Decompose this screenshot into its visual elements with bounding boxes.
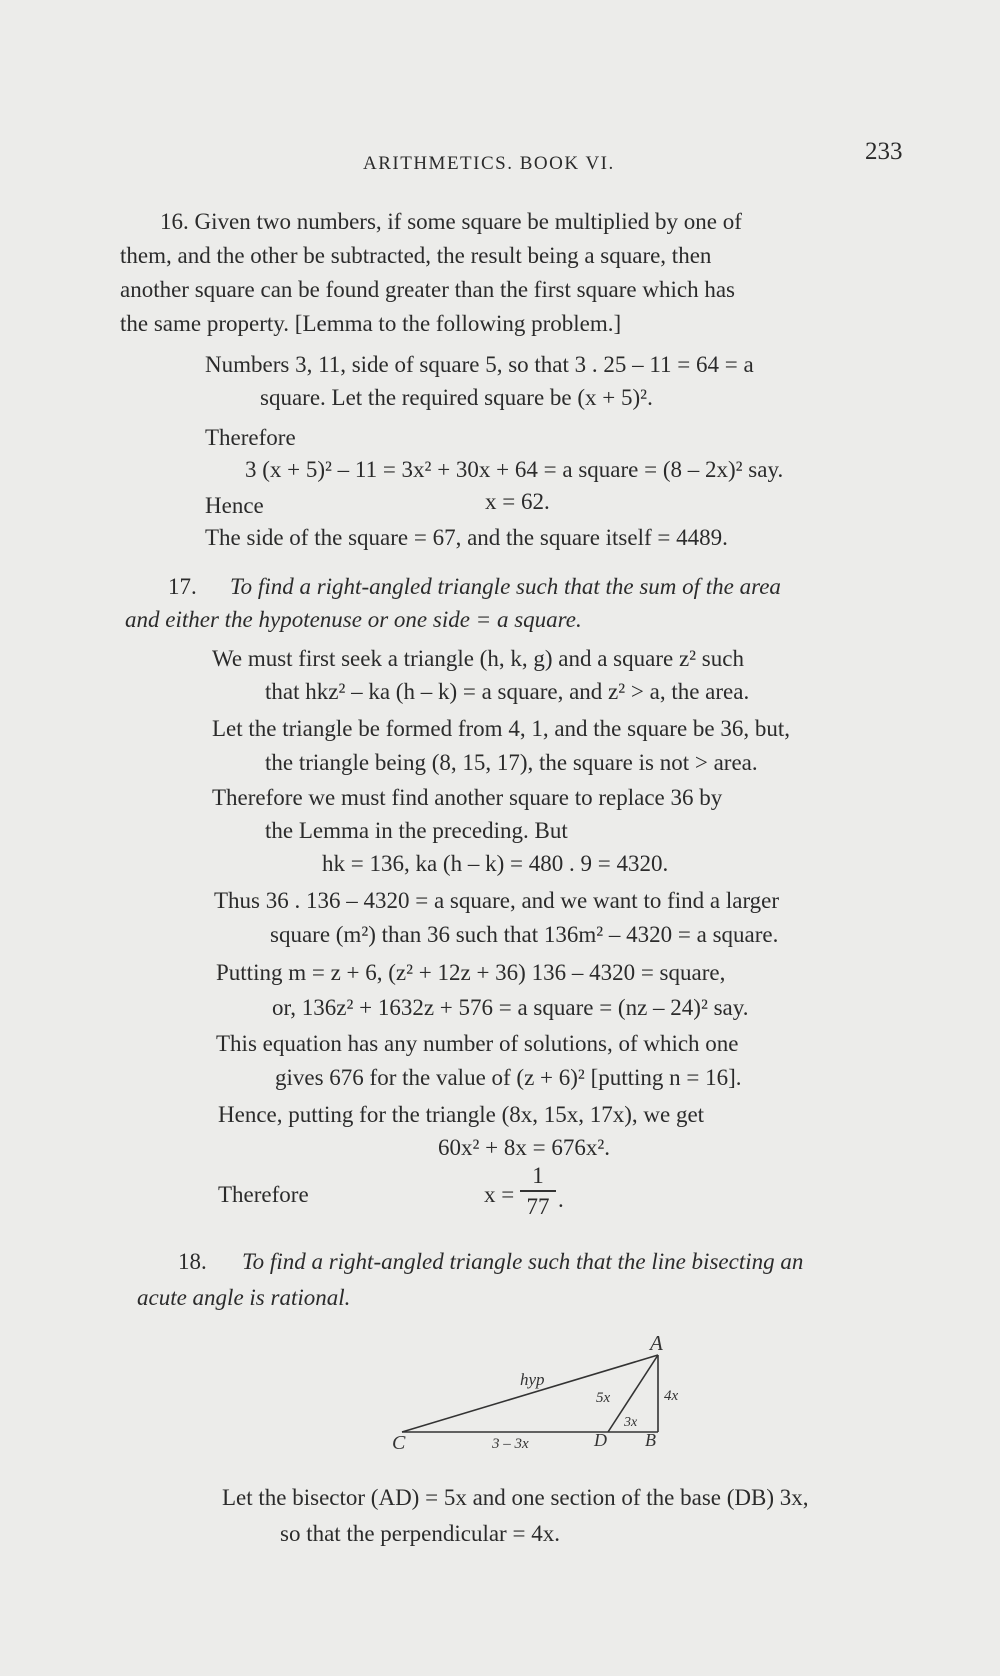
p17-therefore: Therefore <box>218 1182 309 1207</box>
db-length-label: 3x <box>624 1415 638 1430</box>
p17-work-6: the Lemma in the preceding. But <box>265 818 568 843</box>
p16-line-3: another square can be found greater than the first square which has <box>120 277 736 302</box>
p18-title-2: acute angle is rational. <box>137 1285 351 1310</box>
page-number: 233 <box>865 138 903 165</box>
vertex-a-label: A <box>650 1331 663 1355</box>
p17-fraction-bar <box>520 1190 556 1192</box>
p17-work-9: square (m²) than 36 such that 136m² – 4320 = a square. <box>270 922 779 947</box>
vertex-c-label: C <box>392 1432 406 1450</box>
p17-work-3: Let the triangle be formed from 4, 1, and the square be 36, but, <box>212 716 791 741</box>
p16-equation: 3 (x + 5)² – 11 = 3x² + 30x + 64 = a square = (8 – 2x)² say. <box>245 457 784 482</box>
p16-result: The side of the square = 67, and the square itself = 4489. <box>205 525 728 550</box>
p17-work-13: gives 676 for the value of (z + 6)² [putting n = 16]. <box>275 1065 742 1090</box>
p17-fraction-period: . <box>558 1187 564 1212</box>
running-head: ARITHMETICS. BOOK VI. <box>363 153 615 174</box>
vertex-d-label: D <box>594 1430 607 1450</box>
p17-title-1: To find a right-angled triangle such that the sum of the area <box>230 574 781 599</box>
cd-length-label: 3 – 3x <box>492 1436 529 1450</box>
vertex-b-label: B <box>645 1430 656 1450</box>
ab-length-label: 4x <box>664 1388 679 1404</box>
p17-result-lhs: x = <box>484 1182 515 1207</box>
p17-number: 17. <box>168 574 197 599</box>
p18-number: 18. <box>178 1249 207 1274</box>
p17-fraction-denominator: 77 <box>526 1194 550 1219</box>
p16-work-2: square. Let the required square be (x + 5)². <box>260 385 653 410</box>
p18-work-2: so that the perpendicular = 4x. <box>280 1521 560 1546</box>
p16-line-2: them, and the other be subtracted, the result being a square, then <box>120 243 712 268</box>
p17-title-2: and either the hypotenuse or one side = a square. <box>125 607 582 632</box>
p17-work-4: the triangle being (8, 15, 17), the square is not > area. <box>265 750 758 775</box>
p16-hence: Hence <box>205 493 264 518</box>
p16-x-value: x = 62. <box>485 489 550 514</box>
triangle-figure <box>380 1330 700 1450</box>
p17-work-10: Putting m = z + 6, (z² + 12z + 36) 136 – 4320 = square, <box>216 960 726 985</box>
p17-work-11: or, 136z² + 1632z + 576 = a square = (nz – 24)² say. <box>272 995 749 1020</box>
p16-line-4: the same property. [Lemma to the following problem.] <box>120 311 622 336</box>
p16-work-3: Therefore <box>205 425 296 450</box>
p17-work-8: Thus 36 . 136 – 4320 = a square, and we want to find a larger <box>214 888 780 913</box>
p18-work-1: Let the bisector (AD) = 5x and one section of the base (DB) 3x, <box>222 1485 809 1510</box>
p16-work-1: Numbers 3, 11, side of square 5, so that 3 . 25 – 11 = 64 = a <box>205 352 754 377</box>
p17-work-12: This equation has any number of solutions, of which one <box>216 1031 739 1056</box>
p17-work-1: We must first seek a triangle (h, k, g) and a square z² such <box>212 646 744 671</box>
p17-work-2: that hkz² – ka (h – k) = a square, and z² > a, the area. <box>265 679 750 704</box>
p17-work-5: Therefore we must find another square to replace 36 by <box>212 785 723 810</box>
p18-title-1: To find a right-angled triangle such that the line bisecting an <box>242 1249 804 1274</box>
ad-length-label: 5x <box>596 1390 611 1406</box>
p17-work-14: Hence, putting for the triangle (8x, 15x, 17x), we get <box>218 1102 705 1127</box>
p17-work-7: hk = 136, ka (h – k) = 480 . 9 = 4320. <box>322 851 669 876</box>
hyp-label: hyp <box>520 1370 545 1389</box>
p17-work-15: 60x² + 8x = 676x². <box>438 1135 610 1160</box>
p16-line-1: 16. Given two numbers, if some square be multiplied by one of <box>160 209 742 234</box>
p17-fraction-numerator: 1 <box>532 1163 544 1188</box>
hypotenuse-line <box>402 1355 658 1432</box>
